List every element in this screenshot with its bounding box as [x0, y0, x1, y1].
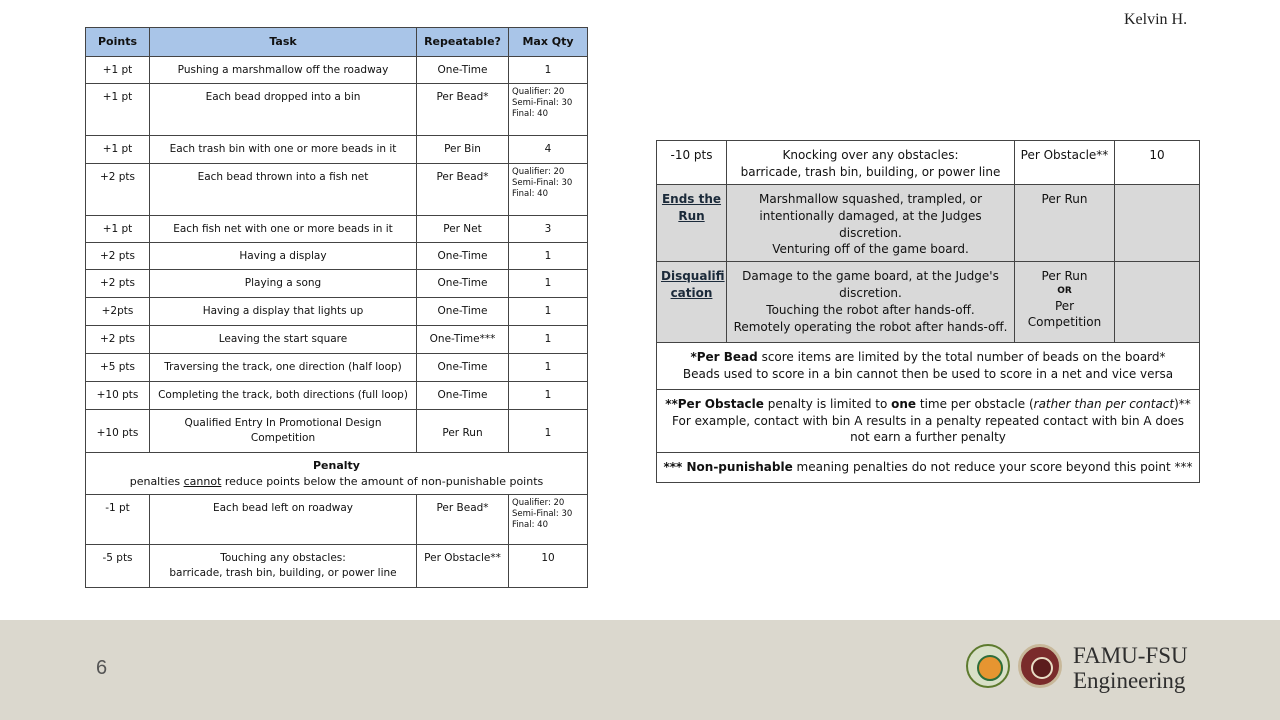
repeatable-line: Per — [1054, 298, 1075, 313]
repeatable-cell: Per Obstacle** — [1015, 141, 1115, 185]
task-line: Damage to the game board, at the Judge's — [742, 269, 999, 284]
header-max-qty: Max Qty — [509, 28, 588, 57]
task-line: Knocking over any obstacles: — [782, 148, 959, 162]
penalty-table — [656, 140, 1200, 483]
note-text: *** — [663, 460, 687, 475]
max-cell: 1 — [509, 243, 588, 270]
max-cell — [1115, 185, 1200, 262]
repeatable-cell: Per Net — [417, 216, 509, 243]
max-line: Qualifier: 20 — [512, 498, 565, 508]
repeatable-or: OR — [1057, 285, 1072, 296]
points-cell: +1 pt — [86, 57, 150, 84]
max-line: Semi-Final: 30 — [512, 178, 573, 189]
task-cell: Each trash bin with one or more beads in it — [150, 136, 417, 164]
table-row — [86, 298, 588, 326]
disqualification-label — [657, 262, 727, 343]
header-task: Task — [150, 28, 417, 57]
note-row-non-punishable — [657, 453, 1200, 483]
max-cell: 1 — [509, 382, 588, 410]
table-row — [86, 545, 588, 588]
header-row — [86, 28, 588, 57]
repeatable-cell: One-Time*** — [417, 326, 509, 354]
max-cell — [509, 495, 588, 545]
max-line: Qualifier: 20 — [512, 87, 565, 97]
max-cell: 1 — [509, 298, 588, 326]
task-cell: Having a display — [150, 243, 417, 270]
repeatable-cell: Per Bin — [417, 136, 509, 164]
logo-line-1: FAMU-FSU — [1073, 643, 1188, 668]
points-cell: +10 pts — [86, 382, 150, 410]
table-row-obstacle — [657, 141, 1200, 185]
max-cell: 1 — [509, 326, 588, 354]
table-row — [86, 216, 588, 243]
points-cell: +2pts — [86, 298, 150, 326]
note-bold: one — [891, 396, 917, 411]
note-text: meaning penalties do not reduce your score beyond this point *** — [792, 460, 1193, 475]
points-cell: -10 pts — [657, 141, 727, 185]
note-line: For example, contact with bin A results in a penalty repeated contact with bin A does not earn a further penalty — [672, 413, 1184, 445]
points-cell: -1 pt — [86, 495, 150, 545]
max-line: Semi-Final: 30 — [512, 98, 573, 109]
repeatable-cell: One-Time — [417, 382, 509, 410]
label-line: Disqualifi — [661, 269, 725, 284]
points-cell: +1 pt — [86, 84, 150, 136]
penalty-subtitle — [89, 474, 584, 489]
famu-fsu-logo — [966, 642, 1196, 694]
page-number: 6 — [96, 657, 108, 679]
task-line: barricade, trash bin, building, or power line — [740, 164, 1001, 179]
penalty-sub-underlined: cannot — [183, 474, 222, 488]
table-row-ends-run — [657, 185, 1200, 262]
task-cell — [727, 185, 1015, 262]
points-cell: +2 pts — [86, 326, 150, 354]
table-row-disqualification — [657, 262, 1200, 343]
repeatable-cell: One-Time — [417, 270, 509, 298]
table-row — [86, 164, 588, 216]
max-cell — [1115, 262, 1200, 343]
points-cell: +5 pts — [86, 354, 150, 382]
task-cell: Pushing a marshmallow off the roadway — [150, 57, 417, 84]
max-cell: 1 — [509, 410, 588, 453]
task-cell: Each bead dropped into a bin — [150, 84, 417, 136]
note-row-per-bead — [657, 343, 1200, 390]
task-cell: Completing the track, both directions (full loop) — [150, 382, 417, 410]
repeatable-cell — [1015, 262, 1115, 343]
penalty-header-row — [86, 453, 588, 495]
task-line: Remotely operating the robot after hands-off. — [733, 319, 1008, 334]
points-cell: +2 pts — [86, 270, 150, 298]
repeatable-line: Competition — [1027, 315, 1102, 330]
task-line: Marshmallow squashed, trampled, or — [758, 192, 983, 206]
task-cell: Having a display that lights up — [150, 298, 417, 326]
note-per-obstacle — [657, 389, 1200, 452]
max-cell: 10 — [509, 545, 588, 588]
task-cell: Each fish net with one or more beads in it — [150, 216, 417, 243]
author-name: Kelvin H. — [1124, 11, 1188, 28]
label-line: cation — [670, 285, 713, 300]
note-text: time per obstacle ( — [916, 396, 1034, 411]
note-text: penalty is limited to — [763, 396, 892, 411]
table-row — [86, 84, 588, 136]
note-row-per-obstacle — [657, 389, 1200, 452]
points-cell: -5 pts — [86, 545, 150, 588]
task-line: discretion. — [839, 285, 902, 300]
max-line: Semi-Final: 30 — [512, 509, 573, 520]
max-line: Final: 40 — [512, 189, 548, 200]
task-cell: Qualified Entry In Promotional Design Competition — [150, 410, 417, 453]
repeatable-cell: One-Time — [417, 354, 509, 382]
note-line — [663, 396, 1193, 413]
task-cell — [727, 262, 1015, 343]
note-text: score items are limited by the total number of beads on the board* — [757, 350, 1166, 365]
table-row — [86, 495, 588, 545]
penalty-sub-after: reduce points below the amount of non-punishable points — [221, 474, 544, 488]
penalty-header-cell — [86, 453, 588, 495]
max-cell: 1 — [509, 270, 588, 298]
label-line: Ends the — [661, 192, 722, 206]
points-cell: +1 pt — [86, 136, 150, 164]
note-non-punishable — [657, 453, 1200, 483]
max-line: Final: 40 — [512, 520, 548, 531]
max-line: Final: 40 — [512, 109, 548, 120]
task-cell — [150, 545, 417, 588]
max-cell: 3 — [509, 216, 588, 243]
repeatable-cell: One-Time — [417, 57, 509, 84]
table-row — [86, 243, 588, 270]
note-bold: Non-punishable — [686, 460, 793, 475]
logo-text — [1073, 643, 1188, 693]
task-line: Touching any obstacles: — [220, 552, 346, 564]
table-row — [86, 270, 588, 298]
max-cell: 1 — [509, 354, 588, 382]
note-italic: rather than per contact — [1033, 396, 1175, 411]
table-row — [86, 136, 588, 164]
note-bold: *Per Bead — [690, 350, 758, 365]
repeatable-cell: Per Bead* — [417, 84, 509, 136]
max-cell: 4 — [509, 136, 588, 164]
repeatable-cell: Per Run — [1015, 185, 1115, 262]
task-cell: Leaving the start square — [150, 326, 417, 354]
max-cell: 1 — [509, 57, 588, 84]
table-row — [86, 410, 588, 453]
label-line: Run — [678, 208, 705, 223]
task-cell: Each bead thrown into a fish net — [150, 164, 417, 216]
points-cell: +1 pt — [86, 216, 150, 243]
note-bold: **Per Obstacle — [665, 396, 764, 411]
task-line: intentionally damaged, at the Judges discretion. — [759, 208, 982, 240]
max-cell — [509, 84, 588, 136]
famu-seal-icon — [966, 644, 1010, 688]
task-cell — [727, 141, 1015, 185]
repeatable-cell: One-Time — [417, 298, 509, 326]
task-cell: Playing a song — [150, 270, 417, 298]
repeatable-cell: One-Time — [417, 243, 509, 270]
repeatable-cell: Per Bead* — [417, 495, 509, 545]
logo-line-2: Engineering — [1073, 668, 1186, 693]
table-row — [86, 326, 588, 354]
task-line: Venturing off of the game board. — [772, 242, 969, 257]
task-line: barricade, trash bin, building, or power line — [169, 566, 397, 579]
note-per-bead — [657, 343, 1200, 390]
points-cell: +2 pts — [86, 243, 150, 270]
max-line: Qualifier: 20 — [512, 167, 565, 177]
task-cell: Traversing the track, one direction (half loop) — [150, 354, 417, 382]
penalty-title: Penalty — [313, 459, 360, 473]
table-row — [86, 57, 588, 84]
table-row — [86, 354, 588, 382]
repeatable-line: Per Run — [1041, 269, 1088, 284]
note-text: )** — [1174, 396, 1191, 411]
header-repeatable: Repeatable? — [417, 28, 509, 57]
ends-run-label — [657, 185, 727, 262]
scoring-table — [85, 27, 588, 588]
task-line: Touching the robot after hands-off. — [766, 302, 975, 317]
points-cell: +2 pts — [86, 164, 150, 216]
table-row — [86, 382, 588, 410]
header-points: Points — [86, 28, 150, 57]
note-line: Beads used to score in a bin cannot then be used to score in a net and vice versa — [682, 366, 1174, 381]
repeatable-cell: Per Run — [417, 410, 509, 453]
task-cell: Each bead left on roadway — [150, 495, 417, 545]
note-line — [663, 349, 1193, 366]
repeatable-cell: Per Bead* — [417, 164, 509, 216]
repeatable-cell: Per Obstacle** — [417, 545, 509, 588]
fsu-seal-icon — [1018, 644, 1062, 688]
penalty-sub-before: penalties — [129, 474, 184, 488]
points-cell: +10 pts — [86, 410, 150, 453]
max-cell: 10 — [1115, 141, 1200, 185]
max-cell — [509, 164, 588, 216]
